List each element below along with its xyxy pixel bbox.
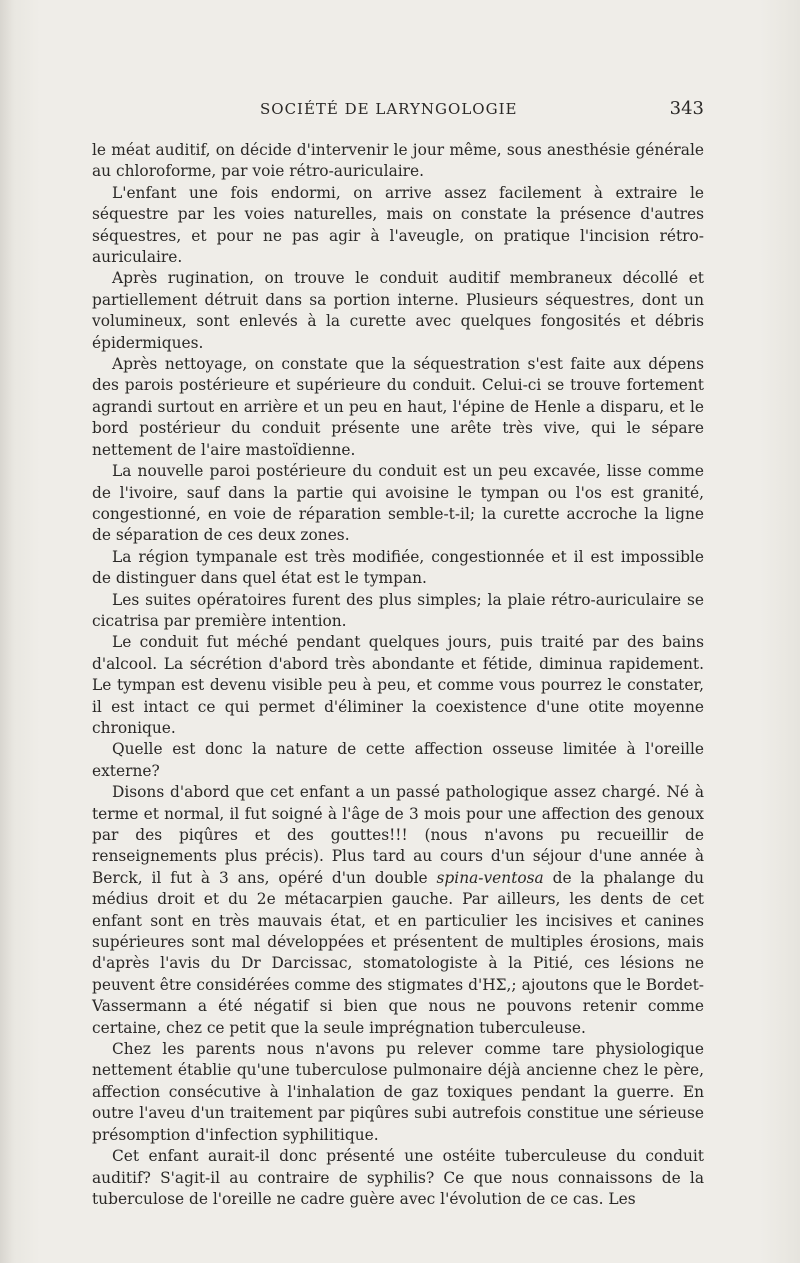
paragraph: Cet enfant aurait-il donc présenté une ostéite tuberculeuse du conduit auditif? S'agit-il au contraire de syphilis? Ce que nous connaissons de la tuberculose de l'oreille ne cadre guère avec l'évolution de ce cas. Les xyxy=(92,1147,704,1208)
paragraph: L'enfant une fois endormi, on arrive assez facilement à extraire le séquestre par les voies naturelles, mais on constate la présence d'autres séquestres, et pour ne pas agir à l'aveugle, on pratique l'incision rétro-auriculaire. xyxy=(92,183,704,267)
paragraph: Après nettoyage, on constate que la séquestration s'est faite aux dépens des parois postérieure et supérieure du conduit. Celui-ci se trouve fortement agrandi surtout en arrière et un peu en haut, l'épine de Henle a disparu, et le bord postérieur du conduit présente une arête très vive, qui le sépare nettement de l'aire mastoïdienne. xyxy=(92,355,704,459)
paragraph xyxy=(92,782,704,1039)
paragraph-text: de la phalange du médius droit et du 2e métacarpien gauche. Par ailleurs, les dents de cet enfant sont en très mauvais état, et en particulier les incisives et canines supérieures sont mal développées et présentent de multiples érosions, mais d'après l'avis du Dr Darcissac, stomatologiste à la Pitié, ces lésions ne peuvent être considérées comme des stigmates d'HΣ,; ajoutons que le Bordet-Vassermann a été négatif si bien que nous ne pouvons retenir comme certaine, chez ce petit que la seule imprégnation tuberculeuse. xyxy=(92,868,704,1037)
italic-term: spina-ventosa xyxy=(436,868,544,887)
paragraph: le méat auditif, on décide d'intervenir le jour même, sous anesthésie générale au chloroforme, par voie rétro-auriculaire. xyxy=(92,141,704,181)
page-number: 343 xyxy=(669,98,704,119)
paragraph: Les suites opératoires furent des plus simples; la plaie rétro-auriculaire se cicatrisa par première intention. xyxy=(92,590,704,630)
running-title: SOCIÉTÉ DE LARYNGOLOGIE xyxy=(260,100,518,118)
paragraph: La nouvelle paroi postérieure du conduit est un peu excavée, lisse comme de l'ivoire, sauf dans la partie qui avoisine le tympan ou l'os est granité, congestionné, en voie de réparation semble-t-il; la curette accroche la ligne de séparation de ces deux zones. xyxy=(92,462,704,545)
paragraph: Quelle est donc la nature de cette affection osseuse limitée à l'oreille externe? xyxy=(92,740,704,780)
paragraph: Chez les parents nous n'avons pu relever comme tare physiologique nettement établie qu'une tuberculose pulmonaire déjà ancienne chez le père, affection consécutive à l'inhalation de gaz toxiques pendant la guerre. En outre l'aveu d'un traitement par piqûres subi autrefois constitue une sérieuse présomption d'infection syphilitique. xyxy=(92,1040,704,1144)
paragraph-text: Disons d'abord que cet enfant a un passé pathologique assez chargé. Né à terme et normal, il fut soigné à l'âge de 3 mois pour une affection des genoux par des piqûres et des gouttes!!! (nous n'avons pu recueillir de renseignements plus précis). Plus tard au cours d'un séjour d'une année à Berck, il fut à 3 ans, opéré d'un double xyxy=(92,783,704,887)
paragraph: Après rugination, on trouve le conduit auditif membraneux décollé et partiellement détruit dans sa portion interne. Plusieurs séquestres, dont un volumineux, sont enlevés à la curette avec quelques fongosités et débris épidermiques. xyxy=(92,269,704,352)
paragraph: La région tympanale est très modifiée, congestionnée et il est impossible de distinguer dans quel état est le tympan. xyxy=(92,547,704,588)
page-header xyxy=(92,100,704,124)
paragraph: Le conduit fut méché pendant quelques jours, puis traité par des bains d'alcool. La sécrétion d'abord très abondante et fétide, diminua rapidement. Le tympan est devenu visible peu à peu, et comme vous pourrez le constater, il est intact ce qui permet d'éliminer la coexistence d'une otite moyenne chronique. xyxy=(92,633,704,737)
body-text xyxy=(92,140,704,1210)
